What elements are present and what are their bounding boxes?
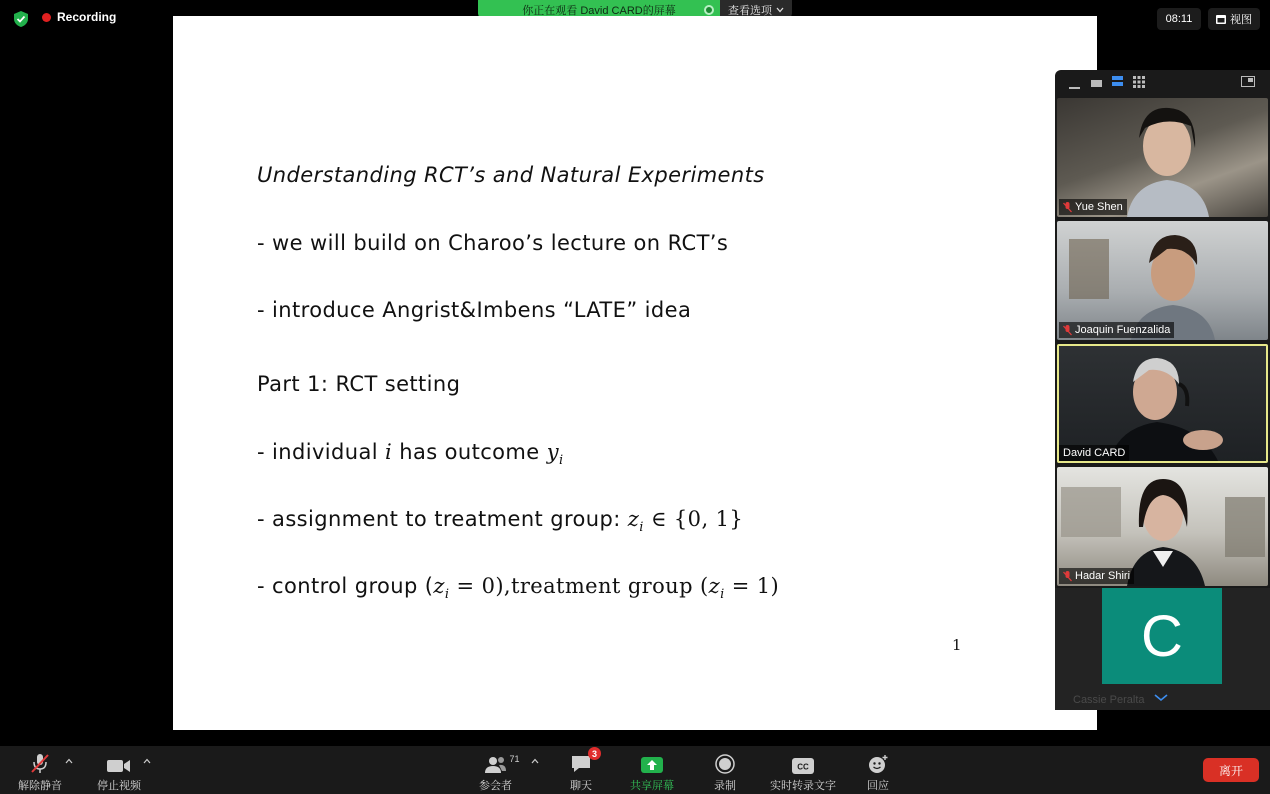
participant-tile[interactable] — [1057, 221, 1268, 340]
shared-screen-slide — [173, 16, 1097, 730]
participant-name: Yue Shen — [1075, 201, 1123, 213]
video-panel-toolbar — [1055, 70, 1270, 96]
meeting-toolbar — [0, 746, 1270, 794]
chat-button[interactable] — [570, 748, 597, 793]
participant-tile[interactable] — [1057, 467, 1268, 586]
mic-muted-icon — [1063, 202, 1072, 213]
smiley-add-icon — [867, 754, 889, 774]
svg-text:CC: CC — [797, 762, 809, 772]
mic-muted-icon — [1063, 325, 1072, 336]
recording-indicator[interactable] — [42, 10, 116, 24]
chevron-down-icon — [776, 7, 784, 13]
participants-label: 参会者 — [479, 780, 512, 792]
share-banner-label: 你正在观看 David CARD的屏幕 — [522, 4, 676, 17]
participant-name-tag — [1059, 199, 1127, 215]
share-screen-label: 共享屏幕 — [630, 780, 674, 792]
share-screen-button[interactable] — [630, 750, 674, 793]
math-z-2-subscript: i — [720, 587, 725, 603]
scroll-down-chevron-icon[interactable] — [1154, 694, 1168, 702]
math-z-2: z — [708, 574, 721, 598]
participant-count: 71 — [509, 754, 520, 764]
participant-name-tag — [1059, 445, 1129, 461]
slide-part-heading: Part 1: RCT setting — [257, 372, 461, 396]
record-button[interactable] — [714, 750, 736, 793]
single-video-icon[interactable] — [1091, 76, 1103, 90]
participant-tile-active-speaker[interactable] — [1057, 344, 1268, 463]
slide-bullet-4 — [257, 507, 743, 535]
view-options-label: 查看选项 — [728, 4, 772, 17]
cc-icon-wrap — [792, 750, 814, 774]
slide-page-number: 1 — [952, 636, 962, 654]
participants-options-caret-icon[interactable] — [531, 758, 539, 764]
chat-icon-wrap — [570, 748, 597, 774]
recording-dot-icon — [42, 13, 51, 22]
math-z-1-subscript: i — [444, 587, 450, 603]
stop-video-button[interactable] — [97, 750, 141, 793]
slide-bullet-5 — [257, 574, 779, 602]
bullet-3-text-a: - individual — [257, 440, 386, 464]
bullet-5-text-a: - control group ( — [257, 574, 434, 598]
math-y-subscript: i — [558, 453, 564, 469]
share-icon-wrap — [641, 750, 663, 774]
unmute-icon-wrap — [29, 750, 51, 774]
reactions-button[interactable] — [867, 750, 889, 793]
share-screen-icon — [641, 756, 663, 774]
participant-name: Cassie Peralta — [1073, 694, 1145, 706]
slide-title: Understanding RCT’s and Natural Experiments — [257, 163, 765, 187]
grid-view-icon — [1216, 15, 1226, 24]
bullet-5-text-c: = 1) — [724, 574, 780, 598]
participants-icon — [484, 756, 508, 774]
mic-muted-icon — [1063, 571, 1072, 582]
video-options-caret-icon[interactable] — [143, 758, 151, 764]
stop-video-label: 停止视频 — [97, 780, 141, 792]
security-shield-icon[interactable] — [14, 11, 28, 27]
participant-name: Joaquin Fuenzalida — [1075, 324, 1171, 336]
math-set: ∈ {0, 1} — [643, 507, 744, 531]
video-camera-icon — [107, 758, 131, 774]
closed-caption-icon — [792, 758, 814, 774]
slide-bullet-2: - introduce Angrist&Imbens “LATE” idea — [257, 298, 692, 322]
slide-bullet-3 — [257, 440, 564, 468]
chat-unread-badge: 3 — [588, 747, 601, 760]
math-z: z — [627, 507, 640, 531]
record-icon — [715, 754, 735, 774]
math-z-subscript: i — [639, 520, 644, 536]
chat-label: 聊天 — [570, 780, 592, 792]
reactions-icon-wrap — [867, 750, 889, 774]
bullet-4-text: - assignment to treatment group: — [257, 507, 628, 531]
video-icon-wrap — [107, 750, 131, 774]
math-i: i — [385, 440, 393, 464]
record-label: 录制 — [714, 780, 736, 792]
mic-muted-icon — [29, 752, 51, 774]
record-icon-wrap — [715, 750, 735, 774]
slide-bullet-1: - we will build on Charoo’s lecture on RCT’s — [257, 231, 729, 255]
participant-name: David CARD — [1063, 447, 1126, 459]
view-button[interactable] — [1208, 8, 1260, 30]
recording-label: Recording — [57, 10, 117, 24]
speaker-view-icon[interactable] — [1112, 76, 1124, 90]
minimize-icon[interactable] — [1069, 76, 1081, 90]
participant-name-tag — [1059, 322, 1174, 338]
participants-button[interactable] — [479, 750, 520, 793]
math-z-1: z — [433, 574, 445, 598]
participant-name: Hadar Shiri — [1075, 570, 1131, 582]
video-panel — [1055, 70, 1270, 710]
math-y: y — [546, 440, 559, 464]
participant-tile[interactable] — [1057, 98, 1268, 217]
leave-button[interactable]: 离开 — [1203, 758, 1259, 782]
live-transcript-button[interactable] — [770, 750, 836, 793]
participant-name-tag — [1059, 568, 1134, 584]
live-transcript-label: 实时转录文字 — [770, 780, 836, 792]
avatar: C — [1102, 588, 1222, 684]
reactions-label: 回应 — [867, 780, 889, 792]
gallery-view-icon[interactable] — [1133, 76, 1146, 90]
share-status-icon — [704, 5, 714, 15]
view-button-label: 视图 — [1230, 14, 1252, 26]
audio-options-caret-icon[interactable] — [65, 758, 73, 764]
meeting-timer: 08:11 — [1157, 8, 1201, 30]
unmute-label: 解除静音 — [18, 780, 62, 792]
participants-icon-wrap — [484, 750, 520, 774]
bullet-3-text-b: has outcome — [392, 440, 547, 464]
expand-panel-icon[interactable] — [1241, 76, 1255, 88]
unmute-button[interactable] — [18, 750, 62, 793]
participant-tile-avatar[interactable] — [1055, 588, 1270, 710]
bullet-5-text-b: = 0),treatment group ( — [449, 574, 709, 598]
